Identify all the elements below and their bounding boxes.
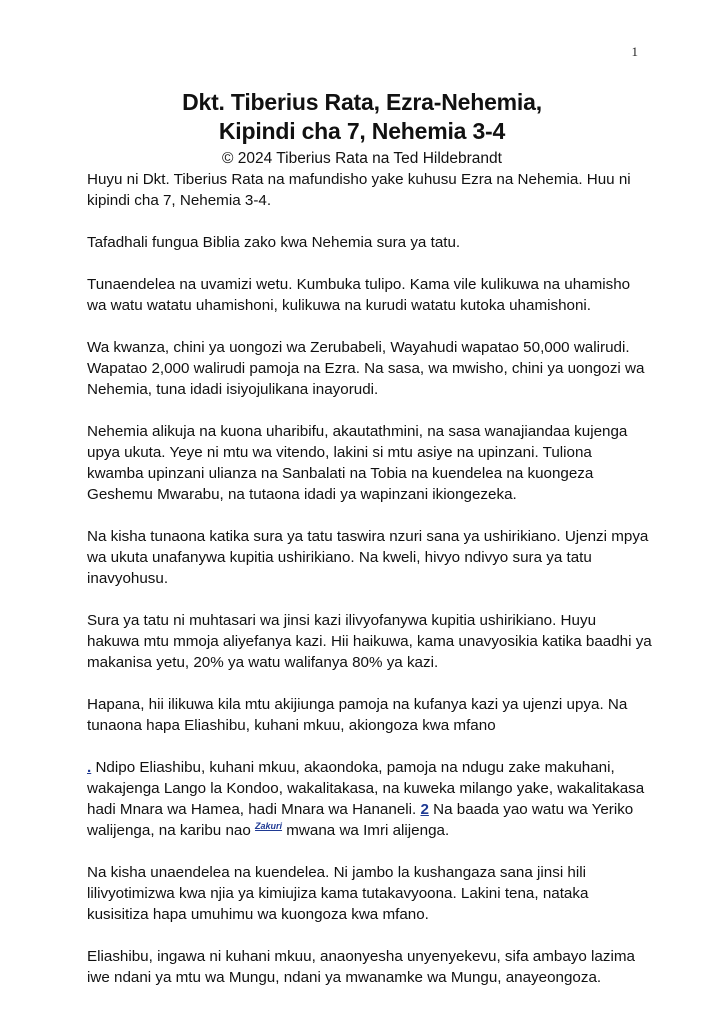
- verse-marker-link[interactable]: .: [87, 759, 92, 776]
- footnote-link-zakuri[interactable]: Zakuri: [255, 820, 283, 831]
- paragraph-scripture-quote: [87, 757, 652, 841]
- paragraph-leaders: Wa kwanza, chini ya uongozi wa Zerubabeli, Wayahudi wapatao 50,000 walirudi. Wapatao 2,000 walirudi pamoja na Ezra. Na sasa, wa mwisho, chini ya uongozi wa Nehemia, tuna idadi isiyojulikana inayorudi.: [87, 339, 645, 398]
- paragraph-eliashib-intro: Hapana, hii ilikuwa kila mtu akijiunga pamoja na kufanya kazi ya ujenzi upya. Na tunaona hapa Eliashibu, kuhani mkuu, akiongoza kwa mfano: [87, 696, 628, 734]
- copyright-line: © 2024 Tiberius Rata na Ted Hildebrandt: [222, 150, 502, 167]
- quote-text-a: Ndipo Eliashibu, kuhani mkuu, akaondoka, pamoja na ndugu zake makuhani, wakajenga Lango la Kondoo, wakalitakasa, na kuweka milango yake, wakalitakasa hadi Mnara wa Hamea, hadi Mnara wa Hananeli.: [87, 759, 645, 818]
- paragraph-cooperation: Na kisha tunaona katika sura ya tatu taswira nzuri sana ya ushirikiano. Ujenzi mpya wa ukuta unafanywa kupitia ushirikiano. Na kweli, hivyo ndivyo sura ya tatu inavyohusu.: [87, 528, 649, 587]
- title-line-1: Dkt. Tiberius Rata, Ezra-Nehemia,: [182, 89, 542, 115]
- paragraph-humility: Eliashibu, ingawa ni kuhani mkuu, anaonyesha unyenyekevu, sifa ambayo lazima iwe ndani ya mtu wa Mungu, ndani ya mwanamke wa Mungu, anayeongoza.: [87, 948, 635, 986]
- body-text: [87, 169, 652, 1009]
- paragraph-summary: Sura ya tatu ni muhtasari wa jinsi kazi ilivyofanywa kupitia ushirikiano. Huyu hakuwa mtu mmoja aliyefanya kazi. Hii haikuwa, kama unavyosikia katika baadhi ya makanisa yetu, 20% ya watu walifanya 80% ya kazi.: [87, 612, 652, 671]
- paragraph-open-bible: Tafadhali fungua Biblia zako kwa Nehemia sura ya tatu.: [87, 234, 461, 251]
- paragraph-returns: Tunaendelea na uvamizi wetu. Kumbuka tulipo. Kama vile kulikuwa na uhamisho wa watu watatu uhamishoni, kulikuwa na kurudi watatu kutoka uhamishoni.: [87, 276, 631, 314]
- title-block: [0, 88, 724, 170]
- paragraph-leading-by-example: Na kisha unaendelea na kuendelea. Ni jambo la kushangaza sana jinsi hili lilivyotimizwa kwa njia ya kimiujiza kama tutakavyoona. Lakini tena, nataka kusisitiza hapa umuhimu wa kuongoza kwa mfano.: [87, 864, 589, 923]
- quote-text-b: Na baada yao watu wa Yeriko walijenga, na karibu nao: [87, 801, 634, 839]
- paragraph-opposition: Nehemia alikuja na kuona uharibifu, akautathmini, na sasa wanajiandaa kujenga upya ukuta. Yeye ni mtu wa vitendo, lakini si mtu asiye na upinzani. Tuliona kwamba upinzani ulianza na Sanbalati na Tobia na kuendelea na kuongeza Geshemu Mwarabu, na tutaona idadi ya wapinzani ikiongezeka.: [87, 423, 628, 503]
- quote-text-c: mwana wa Imri alijenga.: [282, 822, 450, 839]
- paragraph-intro: Huyu ni Dkt. Tiberius Rata na mafundisho yake kuhusu Ezra na Nehemia. Huu ni kipindi cha 7, Nehemia 3-4.: [87, 171, 631, 209]
- page-number: 1: [631, 44, 638, 59]
- title-line-2: Kipindi cha 7, Nehemia 3-4: [218, 118, 506, 144]
- verse-number-link[interactable]: 2: [420, 801, 429, 818]
